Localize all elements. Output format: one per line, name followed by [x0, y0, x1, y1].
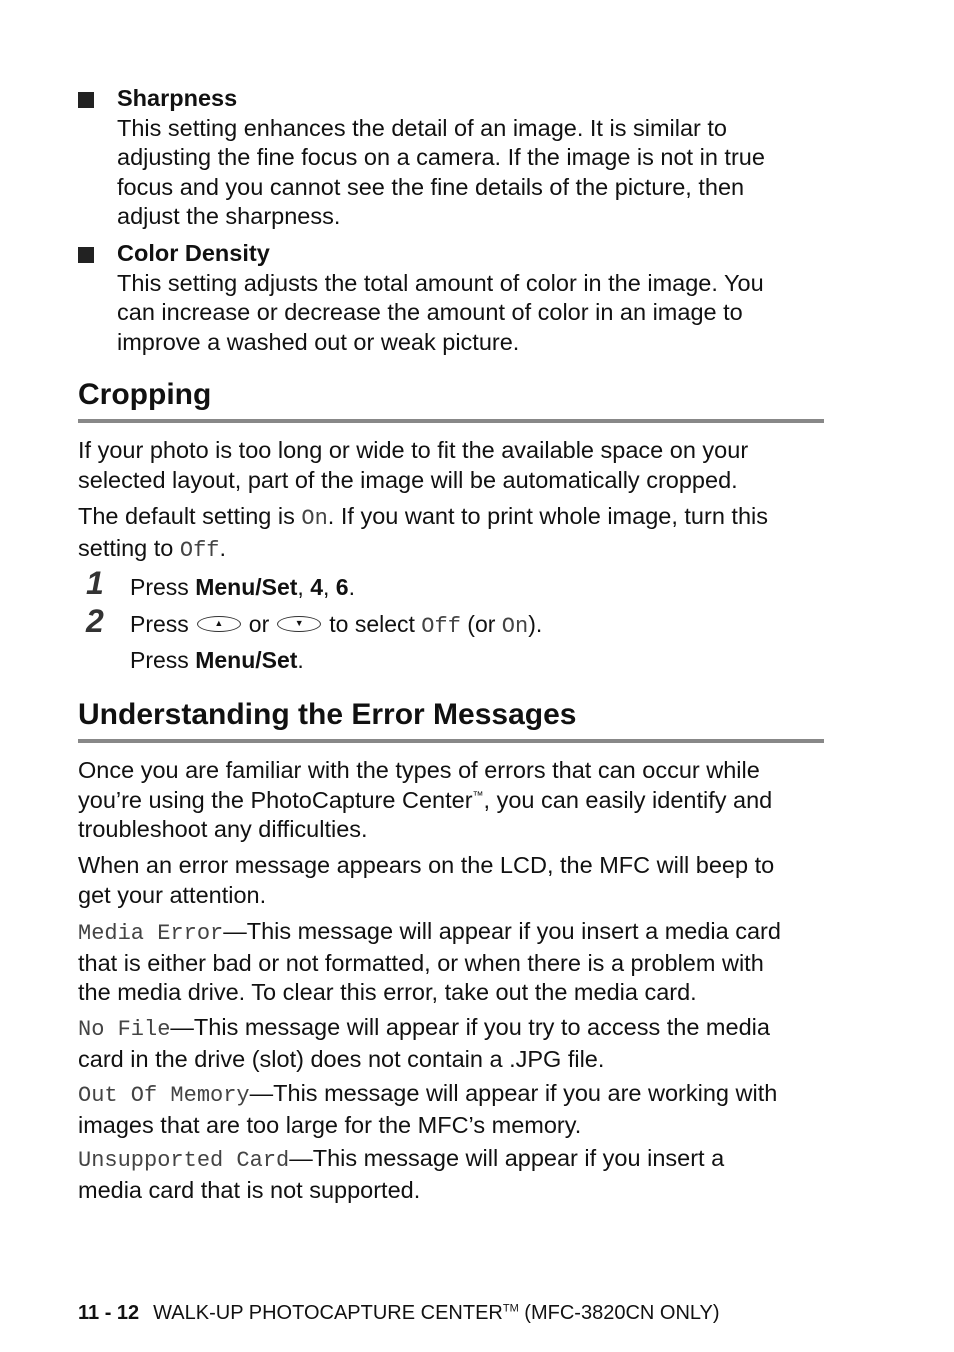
text-line: the media drive. To clear this error, take out the media card. [78, 979, 697, 1005]
square-bullet-icon [78, 247, 94, 263]
square-bullet-icon [78, 92, 94, 108]
text-line: that is either bad or not formatted, or when there is a problem with [78, 949, 764, 976]
text-line [78, 786, 828, 816]
key-label: Menu/Set [195, 574, 298, 600]
lcd-code: Off [179, 537, 220, 563]
text: , [323, 574, 336, 600]
text-line: adjust the sharpness. [117, 203, 341, 229]
text-line: troubleshoot any difficulties. [78, 816, 368, 842]
text: to select [329, 611, 422, 637]
page-number: 11 - 12 [78, 1302, 140, 1324]
text: (or [460, 611, 502, 637]
text: . [348, 574, 355, 600]
key-label: 4 [310, 574, 323, 600]
step-number: 1 [86, 565, 104, 601]
lcd-code: Off [421, 614, 461, 639]
key-label: Menu/Set [195, 647, 298, 673]
bullet-body [117, 239, 829, 357]
error-item-media-error [78, 917, 828, 1008]
text-line: When an error message appears on the LCD, the MFC will beep to [78, 852, 775, 878]
text-line: can increase or decrease the amount of color in an image to [117, 299, 743, 325]
text: . [219, 534, 227, 561]
errors-intro-1 [78, 756, 828, 845]
text-line: This setting adjusts the total amount of color in the image. You [117, 269, 764, 296]
bullet-body [117, 84, 829, 232]
text: , [297, 574, 311, 600]
section-heading-cropping: Cropping [78, 378, 212, 411]
cropping-paragraph-1 [78, 436, 828, 495]
errors-intro-2 [78, 851, 828, 910]
text: —This message will appear if you try to access the media [170, 1014, 770, 1040]
lcd-code: Unsupported Card [78, 1148, 290, 1173]
bullet-title: Sharpness [117, 85, 238, 111]
down-arrow-key-icon: ▼ [277, 616, 321, 632]
text: Press [130, 611, 189, 637]
error-item-out-of-memory [78, 1079, 828, 1140]
text: —This message will appear if you insert a [289, 1145, 725, 1171]
page-footer [78, 1300, 720, 1326]
text: setting to [78, 534, 180, 561]
cropping-paragraph-2 [78, 502, 828, 565]
text: —This message will appear if you are working with [249, 1080, 778, 1106]
text: . [297, 647, 304, 673]
text-line: If your photo is too long or wide to fit the available space on your [78, 437, 749, 463]
text: . If you want to print whole image, turn this [327, 503, 768, 529]
lcd-code: On [301, 506, 328, 531]
lcd-code: On [501, 614, 529, 639]
text-line: media card that is not supported. [78, 1176, 421, 1203]
text: or [248, 611, 270, 637]
trademark: ™ [472, 789, 484, 802]
step-1-text [130, 573, 355, 602]
text-line: images that are too large for the MFC’s memory. [78, 1111, 582, 1138]
text-line: focus and you cannot see the fine details of the picture, then [117, 173, 745, 200]
text-line: This setting enhances the detail of an image. It is similar to [117, 114, 728, 141]
text: Press [130, 647, 196, 673]
heading-rule [78, 419, 824, 423]
text-line: get your attention. [78, 881, 267, 908]
text-line: selected layout, part of the image will be automatically cropped. [78, 466, 738, 493]
text: —This message will appear if you insert a media card [223, 918, 781, 944]
trademark: TM [502, 1302, 519, 1315]
text: ). [528, 611, 543, 637]
lcd-code: Media Error [78, 921, 224, 946]
section-heading-error-messages: Understanding the Error Messages [78, 698, 577, 731]
up-arrow-key-icon: ▲ [197, 616, 241, 632]
footer-title: WALK-UP PHOTOCAPTURE CENTER [153, 1302, 503, 1324]
text: , you can easily identify and [483, 786, 773, 813]
text: you’re using the PhotoCapture Center [78, 786, 473, 813]
text: Press [130, 574, 196, 600]
footer-suffix: (MFC-3820CN ONLY) [518, 1302, 720, 1324]
step-number: 2 [86, 603, 104, 639]
bullet-title: Color Density [117, 240, 270, 266]
heading-rule [78, 739, 824, 743]
lcd-code: Out Of Memory [78, 1083, 250, 1108]
text-line: adjusting the fine focus on a camera. If the image is not in true [117, 144, 765, 170]
text: The default setting is [78, 503, 302, 529]
text-line: Once you are familiar with the types of errors that can occur while [78, 757, 760, 783]
error-item-no-file [78, 1013, 828, 1074]
text-line: improve a washed out or weak picture. [117, 328, 520, 355]
step-2-text [130, 610, 542, 641]
text-line: card in the drive (slot) does not contain a .JPG file. [78, 1045, 605, 1072]
key-label: 6 [335, 574, 349, 600]
step-2-text-line-2 [130, 646, 304, 675]
error-item-unsupported-card [78, 1144, 828, 1205]
lcd-code: No File [78, 1017, 171, 1042]
